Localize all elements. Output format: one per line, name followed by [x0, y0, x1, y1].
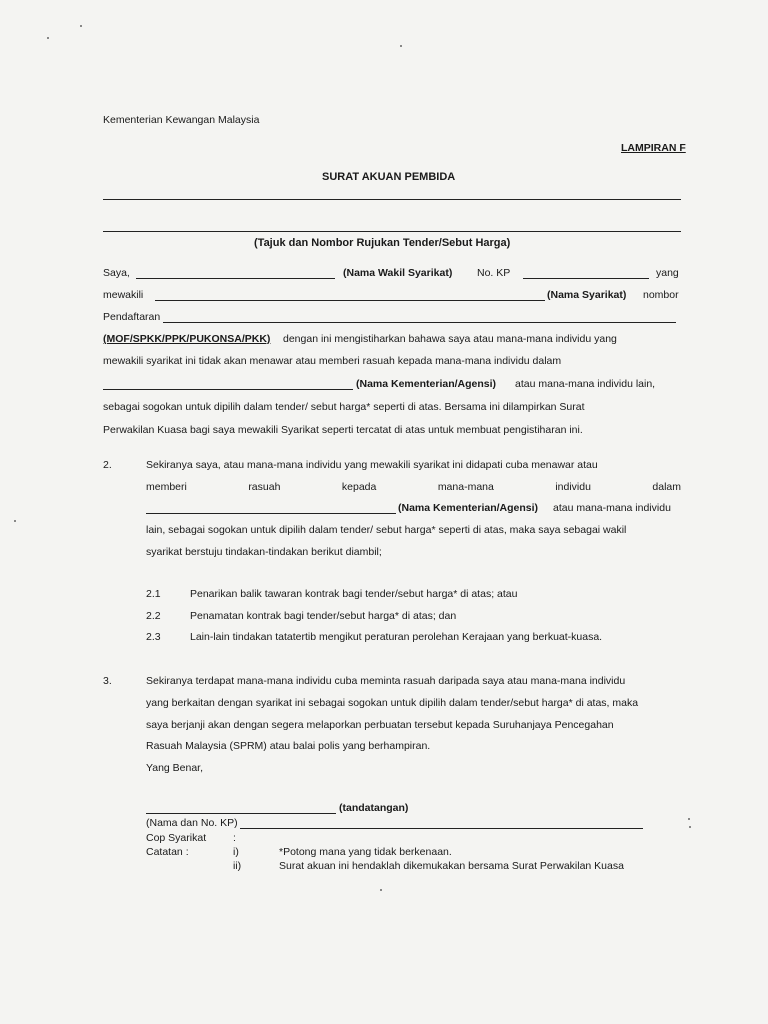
para2-word: rasuah	[248, 481, 281, 493]
item-number: 2.3	[146, 631, 161, 643]
para1-line8: Perwakilan Kuasa bagi saya mewakili Syarikat seperti tercatat di atas untuk membuat pengistiharan ini.	[103, 424, 583, 436]
scan-speck	[400, 45, 402, 47]
item-number: 2.1	[146, 588, 161, 600]
para2-word: kepada	[341, 481, 377, 493]
para2-number: 2.	[103, 459, 112, 471]
name-blank	[136, 278, 335, 279]
note-number: ii)	[233, 860, 242, 872]
para2-nama-kementerian: (Nama Kementerian/Agensi)	[398, 502, 539, 514]
pendaftaran-label: Pendaftaran	[103, 311, 161, 323]
para3-line4: Rasuah Malaysia (SPRM) atau balai polis yang berhampiran.	[146, 740, 431, 752]
para2-ministry-blank	[146, 513, 396, 514]
nama-wakil-label: (Nama Wakil Syarikat)	[343, 267, 453, 279]
item-text: Penamatan kontrak bagi tender/sebut harga* di atas; dan	[190, 610, 457, 622]
para1-line6-tail: atau mana-mana individu lain,	[515, 378, 656, 390]
ministry-blank	[103, 389, 353, 390]
scan-speck	[47, 37, 49, 39]
para2-word: mana-mana	[437, 481, 494, 493]
para3-line3: saya berjanji akan dengan segera melaporkan perbuatan tersebut kepada Suruhanjaya Pencegahan	[146, 719, 614, 731]
note-text: Surat akuan ini hendaklah dikemukakan bersama Surat Perwakilan Kuasa	[279, 860, 624, 872]
para1-line4: dengan ini mengistiharkan bahawa saya atau mana-mana individu yang	[283, 333, 617, 345]
para2-line4: lain, sebagai sogokan untuk dipilih dalam tender/ sebut harga* seperti di atas, maka saya sebagai wakil	[146, 524, 627, 536]
cop-syarikat-label: Cop Syarikat	[146, 832, 207, 844]
item-text: Lain-lain tindakan tatatertib mengikut peraturan perolehan Kerajaan yang berkuat-kuasa.	[190, 631, 603, 643]
para2-word: dalam	[652, 481, 681, 493]
document-title: SURAT AKUAN PEMBIDA	[322, 171, 456, 183]
para3-number: 3.	[103, 675, 112, 687]
nama-kp-blank	[240, 828, 643, 829]
scan-speck	[380, 889, 382, 891]
nombor-label: nombor	[643, 289, 679, 301]
scan-speck	[14, 520, 16, 522]
registration-types: (MOF/SPKK/PPK/PUKONSA/PKK)	[103, 333, 271, 345]
tandatangan-label: (tandatangan)	[339, 802, 409, 814]
attachment-label: LAMPIRAN F	[621, 142, 686, 154]
signature-blank	[146, 813, 336, 814]
para1-line7: sebagai sogokan untuk dipilih dalam tender/ sebut harga* seperti di atas. Bersama ini dilampirkan Surat	[103, 401, 585, 413]
scan-speck	[689, 826, 691, 828]
item-text: Penarikan balik tawaran kontrak bagi tender/sebut harga* di atas; atau	[190, 588, 518, 600]
catatan-label: Catatan :	[146, 846, 189, 858]
title-line-1	[103, 199, 681, 200]
nama-kementerian-label: (Nama Kementerian/Agensi)	[356, 378, 497, 390]
no-kp-label: No. KP	[477, 267, 511, 279]
para2-line3-tail: atau mana-mana individu	[553, 502, 671, 514]
cop-colon: :	[233, 832, 236, 844]
title-line-2	[103, 231, 681, 232]
para2-word: memberi	[146, 481, 187, 493]
para3-line1: Sekiranya terdapat mana-mana individu cuba meminta rasuah daripada saya atau mana-mana individu	[146, 675, 626, 687]
note-number: i)	[233, 846, 239, 858]
registration-blank	[163, 322, 676, 323]
item-number: 2.2	[146, 610, 161, 622]
para2-line5: syarikat berstuju tindakan-tindakan berikut diambil;	[146, 546, 382, 558]
scan-speck	[688, 818, 690, 820]
kp-blank	[523, 278, 649, 279]
nama-kp-label: (Nama dan No. KP)	[146, 817, 238, 829]
para1-line5: mewakili syarikat ini tidak akan menawar atau memberi rasuah kepada mana-mana individu dalam	[103, 355, 562, 367]
scan-speck	[80, 25, 82, 27]
para2-word: individu	[555, 481, 591, 493]
yang-label: yang	[656, 267, 679, 279]
saya-label: Saya,	[103, 267, 130, 279]
para3-line2: yang berkaitan dengan syarikat ini sebagai sogokan untuk dipilih dalam tender/sebut harga* di atas, maka	[146, 697, 639, 709]
company-blank	[155, 300, 545, 301]
para2-line2	[146, 480, 681, 494]
nama-syarikat-label: (Nama Syarikat)	[547, 289, 627, 301]
mewakili-label: mewakili	[103, 289, 144, 301]
closing-text: Yang Benar,	[146, 762, 204, 774]
ministry-name: Kementerian Kewangan Malaysia	[103, 114, 260, 126]
para2-line1: Sekiranya saya, atau mana-mana individu yang mewakili syarikat ini didapati cuba menawar atau	[146, 459, 598, 471]
note-text: *Potong mana yang tidak berkenaan.	[279, 846, 452, 858]
document-subtitle: (Tajuk dan Nombor Rujukan Tender/Sebut Harga)	[254, 237, 511, 249]
